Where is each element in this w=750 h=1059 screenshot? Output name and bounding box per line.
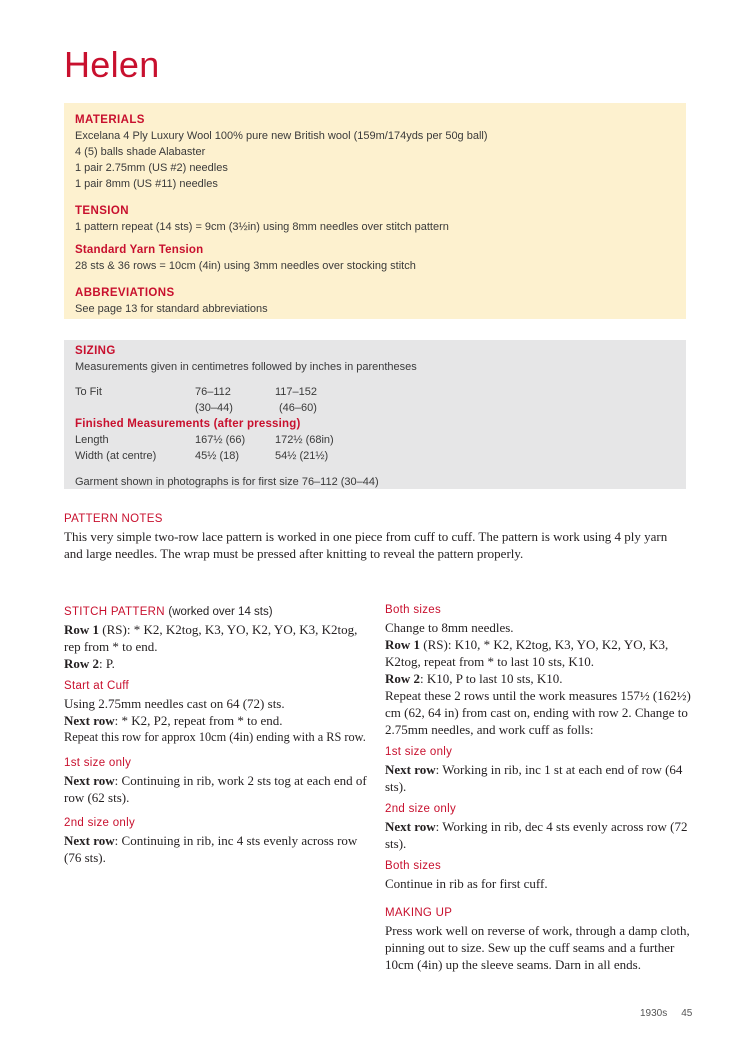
second-size-next-row xyxy=(64,832,376,866)
standard-tension-text: 28 sts & 36 rows = 10cm (4in) using 3mm needles over stocking stitch xyxy=(75,260,416,272)
row-text: : Continuing in rib, work 2 sts tog at each end of row (62 sts). xyxy=(64,773,367,805)
cuff-repeat: Repeat this row for approx 10cm (4in) ending with a RS row. xyxy=(64,730,366,744)
materials-line: 1 pair 8mm (US #11) needles xyxy=(75,178,218,190)
to-fit-row xyxy=(75,384,675,400)
both-sizes-heading: Both sizes xyxy=(385,604,442,616)
standard-tension-heading: Standard Yarn Tension xyxy=(75,244,204,256)
second-size-heading: 2nd size only xyxy=(64,817,136,829)
row-label: Row 1 xyxy=(64,622,100,637)
materials-heading: MATERIALS xyxy=(75,114,145,126)
first-size-heading: 1st size only xyxy=(64,757,132,769)
right-column xyxy=(385,602,697,973)
second-size-next-row xyxy=(385,818,697,852)
abbreviations-heading: ABBREVIATIONS xyxy=(75,287,175,299)
row-text: (RS): K10, * K2, K2tog, K3, YO, K2, YO, K3, K2tog, repeat from * to last 10 sts, K10. xyxy=(385,637,669,669)
width-size-2: 54½ (21½) xyxy=(275,450,329,462)
second-size-heading: 2nd size only xyxy=(385,803,457,815)
pattern-notes-text: This very simple two-row lace pattern is worked in one piece from cuff to cuff. The pattern is work using 4 ply yarn and large needles. The wrap must be pressed after knitting to reveal the pattern properly. xyxy=(64,529,668,561)
materials-line: 4 (5) balls shade Alabaster xyxy=(75,146,206,158)
both-sizes-text: Continue in rib as for first cuff. xyxy=(385,876,548,891)
cuff-next-row xyxy=(64,712,376,729)
first-size-heading: 1st size only xyxy=(385,746,453,758)
row-label: Row 2 xyxy=(385,671,421,686)
making-up-heading: MAKING UP xyxy=(385,907,453,919)
to-fit-size-2: 117–152 xyxy=(275,386,318,398)
tension-text: 1 pattern repeat (14 sts) = 9cm (3½in) using 8mm needles over stitch pattern xyxy=(75,221,449,233)
sizing-box xyxy=(64,340,686,489)
row-label: Next row xyxy=(64,833,115,848)
to-fit-size-1-inches: (30–44) xyxy=(195,402,233,414)
left-column xyxy=(64,604,376,866)
both-sizes-line: Change to 8mm needles. xyxy=(385,620,514,635)
body-row-1 xyxy=(385,636,697,670)
materials-line: 1 pair 2.75mm (US #2) needles xyxy=(75,162,228,174)
body-row-2 xyxy=(385,670,697,687)
both-sizes-heading: Both sizes xyxy=(385,860,442,872)
tension-heading: TENSION xyxy=(75,205,129,217)
length-size-1: 167½ (66) xyxy=(195,434,246,446)
row-label: Next row xyxy=(64,713,115,728)
page-number: 45 xyxy=(681,1008,693,1019)
row-text: : P. xyxy=(99,656,115,671)
page-title: Helen xyxy=(64,44,160,85)
row-text: : K10, P to last 10 sts, K10. xyxy=(420,671,563,686)
repeat-text: Repeat these 2 rows until the work measures 157½ (162½) cm (62, 64 in) from cast on, ending with row 2. Change to 2.75mm needles, and work cuff as folls: xyxy=(385,688,691,737)
row-label: Next row xyxy=(385,819,436,834)
row-label: Row 1 xyxy=(385,637,421,652)
stitch-pattern-title: STITCH PATTERN xyxy=(64,606,165,618)
width-size-1: 45½ (18) xyxy=(195,450,240,462)
start-at-cuff-heading: Start at Cuff xyxy=(64,680,130,692)
materials-line: Excelana 4 Ply Luxury Wool 100% pure new British wool (159m/174yds per 50g ball) xyxy=(75,130,488,142)
row-text: (RS): * K2, K2tog, K3, YO, K2, YO, K3, K2tog, rep from * to end. xyxy=(64,622,358,654)
sizing-intro: Measurements given in centimetres followed by inches in parentheses xyxy=(75,361,417,373)
length-size-2: 172½ (68in) xyxy=(275,434,334,446)
row-label: Next row xyxy=(385,762,436,777)
cuff-line: Using 2.75mm needles cast on 64 (72) sts. xyxy=(64,696,285,711)
row-text: : Working in rib, dec 4 sts evenly across row (72 sts). xyxy=(385,819,688,851)
row-label: Row 2 xyxy=(64,656,100,671)
stitch-pattern-note: (worked over 14 sts) xyxy=(168,606,273,618)
width-row xyxy=(75,448,675,464)
making-up-text: Press work well on reverse of work, through a damp cloth, pinning out to size. Sew up the cuff seams and a further 10cm (4in) up the sleeve seams. Darn in all ends. xyxy=(385,923,690,972)
to-fit-label: To Fit xyxy=(75,386,102,398)
materials-box xyxy=(64,103,686,319)
abbreviations-text: See page 13 for standard abbreviations xyxy=(75,303,268,315)
first-size-next-row xyxy=(64,772,376,806)
stitch-pattern-heading xyxy=(64,604,376,621)
length-label: Length xyxy=(75,434,109,446)
first-size-next-row xyxy=(385,761,697,795)
pattern-notes-heading: PATTERN NOTES xyxy=(64,513,163,525)
to-fit-size-2-inches: (46–60) xyxy=(279,402,317,414)
to-fit-size-1: 76–112 xyxy=(195,386,231,398)
sizing-heading: SIZING xyxy=(75,345,116,357)
garment-note: Garment shown in photographs is for first size 76–112 (30–44) xyxy=(75,476,379,488)
width-label: Width (at centre) xyxy=(75,450,157,462)
pattern-notes xyxy=(64,511,686,562)
row-text: : Continuing in rib, inc 4 sts evenly across row (76 sts). xyxy=(64,833,358,865)
row-label: Next row xyxy=(64,773,115,788)
row-text: : * K2, P2, repeat from * to end. xyxy=(114,713,283,728)
row-text: : Working in rib, inc 1 st at each end of row (64 sts). xyxy=(385,762,683,794)
stitch-row-2 xyxy=(64,655,376,672)
finished-measurements-heading: Finished Measurements (after pressing) xyxy=(75,418,301,430)
stitch-row-1 xyxy=(64,621,376,655)
length-row xyxy=(75,432,675,448)
to-fit-inches-row xyxy=(75,400,675,416)
footer-section: 1930s xyxy=(640,1008,668,1019)
page-footer xyxy=(640,1008,692,1019)
